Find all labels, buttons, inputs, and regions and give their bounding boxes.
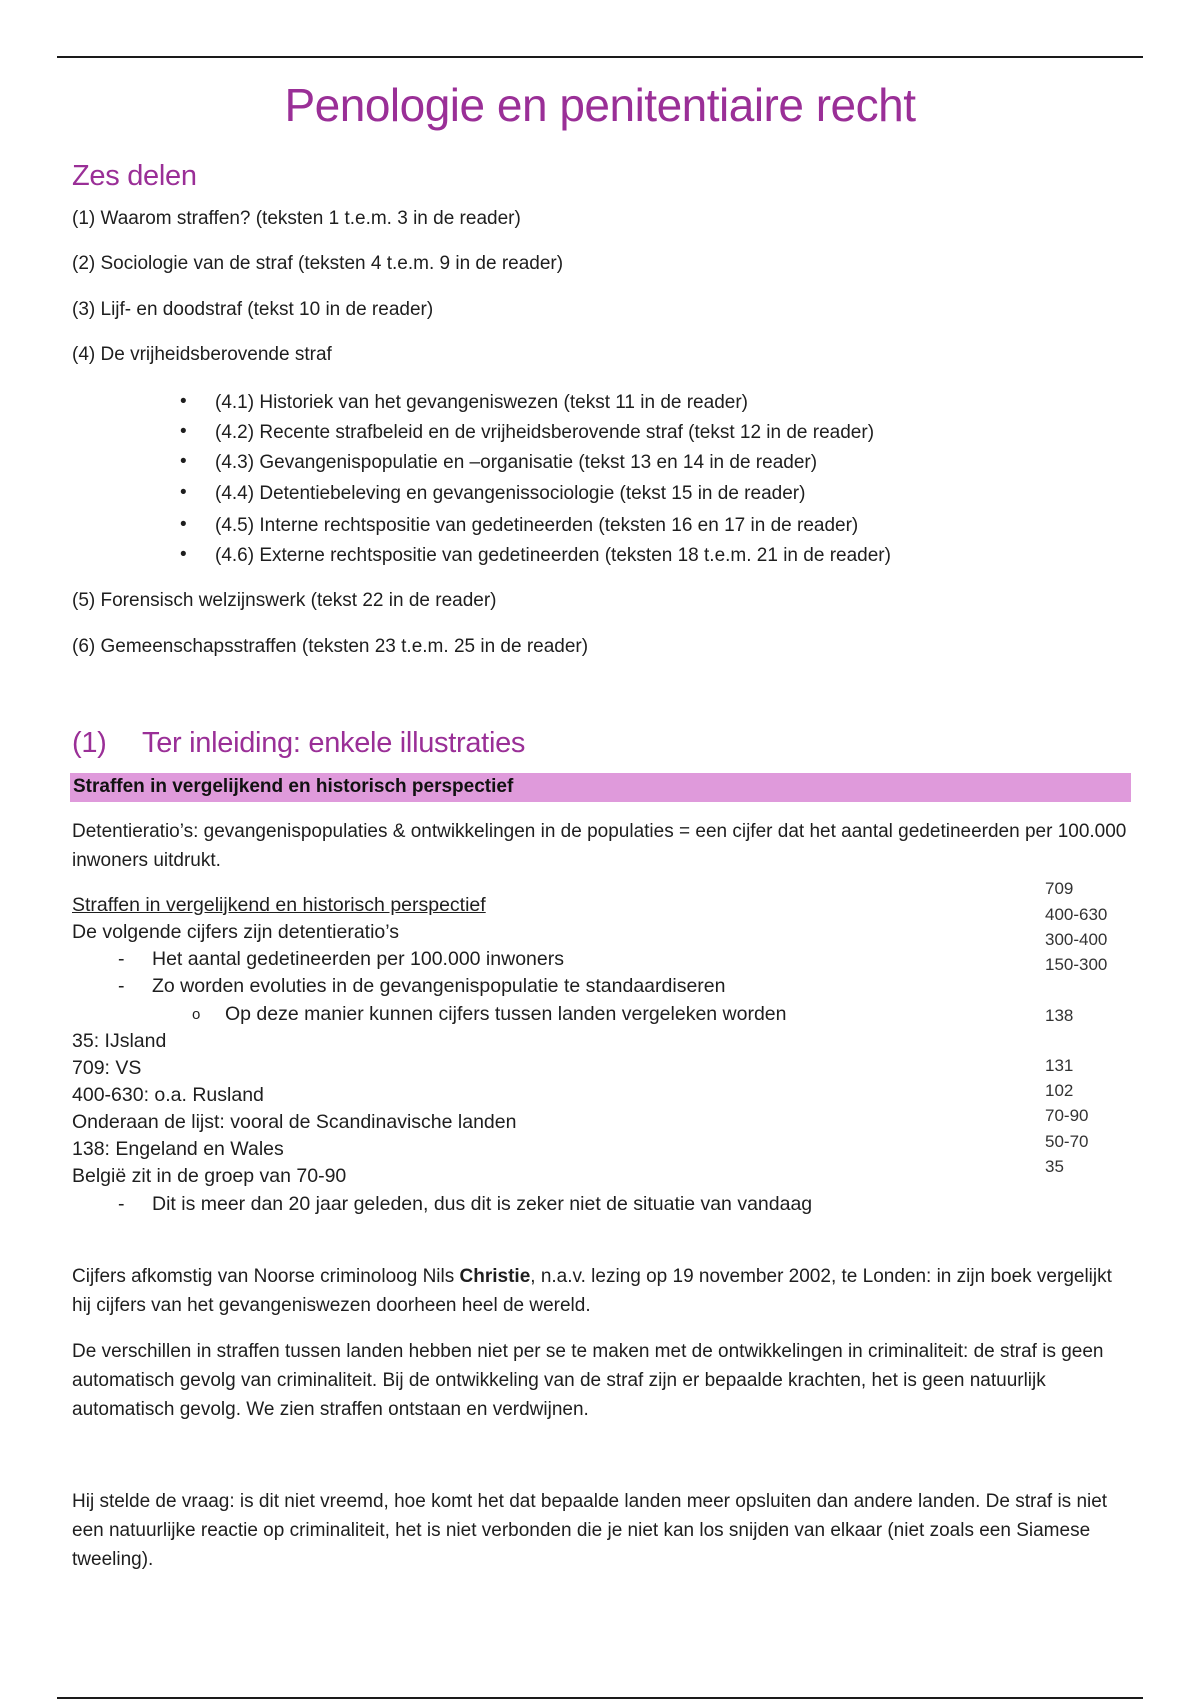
slide-dash-item: - Zo worden evoluties in de gevangenispopulatie te standaardiseren (118, 975, 726, 997)
intro-paragraph: Detentieratio’s: gevangenispopulaties & ontwikkelingen in de populaties = een cijfer dat het aantal gedetineerden per 100.000 inwoners uitdrukt. (72, 821, 1127, 871)
slide-circle-item: o Op deze manier kunnen cijfers tussen landen vergeleken worden (192, 1003, 787, 1025)
slide-line: De volgende cijfers zijn detentieratio’s (72, 921, 399, 943)
highlighted-subheading: Straffen in vergelijkend en historisch perspectief (73, 776, 514, 797)
sub-list-item: • (4.2) Recente strafbeleid en de vrijheidsberovende straf (tekst 12 in de reader) (183, 422, 874, 444)
legend-value: 709 (1045, 879, 1074, 898)
sub-list-item: • (4.1) Historiek van het gevangeniswezen (tekst 11 in de reader) (183, 392, 748, 414)
list-item: (4) De vrijheidsberovende straf (72, 344, 332, 365)
sub-list-item: • (4.5) Interne rechtspositie van gedetineerden (teksten 16 en 17 in de reader) (183, 515, 858, 537)
slide-line: 35: IJsland (72, 1030, 167, 1052)
page-title: Penologie en penitentiaire recht (284, 79, 916, 131)
slide-subtitle: Straffen in vergelijkend en historisch perspectief (72, 894, 486, 916)
list-item: (3) Lijf- en doodstraf (tekst 10 in de reader) (72, 299, 434, 320)
slide-line: Onderaan de lijst: vooral de Scandinavische landen (72, 1111, 517, 1133)
section-heading-zes-delen: Zes delen (72, 160, 197, 192)
paragraph-verschillen: De verschillen in straffen tussen landen hebben niet per se te maken met de ontwikkelingen in criminaliteit: de straf is geen automatisch gevolg van criminaliteit. Bij de ontwikkeling van de straf zijn er bepaalde krachten, het is geen natuurlijk automatisch gevolg. We zien straffen ontstaan en verdwijnen. (72, 1341, 1104, 1420)
section-heading-ter-inleiding: (1) Ter inleiding: enkele illustraties (72, 727, 526, 759)
sub-list-item: • (4.4) Detentiebeleving en gevangenissociologie (tekst 15 in de reader) (183, 483, 805, 505)
bottom-rule (57, 1697, 1143, 1699)
sub-list-item: • (4.3) Gevangenispopulatie en –organisatie (tekst 13 en 14 in de reader) (183, 452, 817, 474)
slide-dash-item: - Dit is meer dan 20 jaar geleden, dus dit is zeker niet de situatie van vandaag (118, 1193, 813, 1215)
list-item: (2) Sociologie van de straf (teksten 4 t.e.m. 9 in de reader) (72, 253, 564, 274)
legend-value: 50-70 (1045, 1132, 1089, 1151)
paragraph-christie: Cijfers afkomstig van Noorse criminoloog Nils Christie, n.a.v. lezing op 19 november 2002, te Londen: in zijn boek vergelijkt hij cijfers van het gevangeniswezen doorheen heel de wereld. (72, 1266, 1112, 1316)
sub-list-item: • (4.6) Externe rechtspositie van gedetineerden (teksten 18 t.e.m. 21 in de reader) (183, 545, 891, 567)
slide-line: 138: Engeland en Wales (72, 1138, 284, 1160)
list-item: (5) Forensisch welzijnswerk (tekst 22 in de reader) (72, 590, 497, 611)
slide-line: België zit in de groep van 70-90 (72, 1165, 347, 1187)
legend-value: 150-300 (1045, 955, 1108, 974)
slide-dash-item: - Het aantal gedetineerden per 100.000 inwoners (118, 948, 564, 970)
paragraph-vraag: Hij stelde de vraag: is dit niet vreemd, hoe komt het dat bepaalde landen meer opsluiten dan andere landen. De straf is niet een natuurlijke reactie op criminaliteit, het is niet verbonden die je niet kan los snijden van elkaar (niet zoals een Siamese tweeling). (72, 1491, 1108, 1570)
legend-value: 138 (1045, 1006, 1074, 1025)
list-item: (1) Waarom straffen? (teksten 1 t.e.m. 3 in de reader) (72, 208, 521, 229)
slide-line: 709: VS (72, 1057, 142, 1079)
legend-value: 300-400 (1045, 930, 1108, 949)
legend-value: 400-630 (1045, 905, 1108, 924)
top-rule (57, 56, 1143, 58)
legend-value: 35 (1045, 1157, 1064, 1176)
legend-value: 131 (1045, 1056, 1074, 1075)
legend-value: 102 (1045, 1081, 1074, 1100)
list-item: (6) Gemeenschapsstraffen (teksten 23 t.e.m. 25 in de reader) (72, 636, 589, 657)
legend-value: 70-90 (1045, 1106, 1089, 1125)
slide-line: 400-630: o.a. Rusland (72, 1084, 264, 1106)
